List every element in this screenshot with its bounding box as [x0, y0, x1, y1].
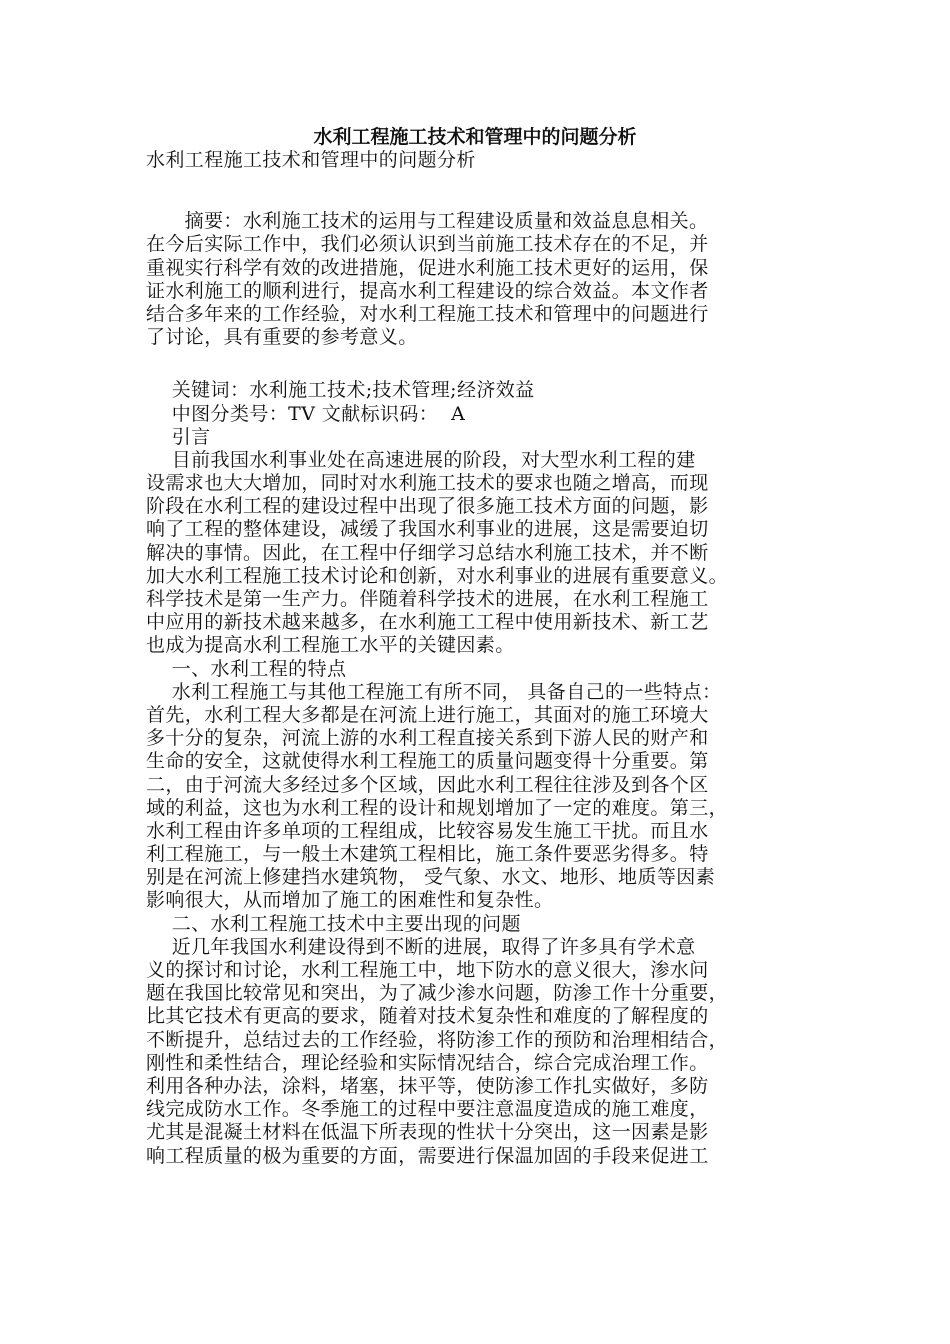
section1-line: 二，由于河流大多经过多个区域，因此水利工程往往涉及到各个区	[146, 773, 709, 796]
section2-paragraph	[146, 936, 806, 1168]
abstract-paragraph	[146, 210, 806, 349]
section1-paragraph	[146, 681, 806, 913]
section-heading: 二、水利工程施工技术中主要出现的问题	[146, 912, 521, 935]
spacer	[146, 172, 806, 210]
section1-line: 利工程施工，与一般土木建筑工程相比，施工条件要恶劣得多。特	[146, 843, 709, 866]
section2-line: 不断提升，总结过去的工作经验，将防渗工作的预防和治理相结合，	[146, 1028, 729, 1051]
section2-line: 响工程质量的极为重要的方面，需要进行保温加固的手段来促进工	[146, 1144, 709, 1167]
intro-heading: 引言	[146, 425, 211, 448]
document-body	[146, 149, 806, 1168]
intro-paragraph	[146, 449, 806, 658]
section1-line: 域的利益，这也为水利工程的设计和规划增加了一定的难度。第三，	[146, 796, 729, 819]
intro-line: 也成为提高水利工程施工水平的关键因素。	[146, 634, 515, 657]
abstract-line: 证水利施工的顺利进行，提高水利工程建设的综合效益。本文作者	[146, 279, 709, 302]
section1-line: 水利工程施工与其他工程施工有所不同， 具备自己的一些特点：	[146, 680, 722, 703]
intro-line: 中应用的新技术越来越多，在水利施工工程中使用新技术、新工艺	[146, 611, 709, 634]
abstract-line: 了讨论，具有重要的参考意义。	[146, 326, 418, 349]
section-heading: 一、水利工程的特点	[146, 657, 347, 680]
intro-line: 响了工程的整体建设，减缓了我国水利事业的进展，这是需要迫切	[146, 518, 709, 541]
section1-line: 别是在河流上修建挡水建筑物， 受气象、水文、地形、地质等因素	[146, 866, 716, 889]
spacer	[146, 349, 806, 379]
section2-line: 近几年我国水利建设得到不断的进展，取得了许多具有学术意	[146, 935, 696, 958]
document-title: 水利工程施工技术和管理中的问题分析	[313, 126, 637, 148]
document-subtitle: 水利工程施工技术和管理中的问题分析	[146, 149, 476, 171]
abstract-line: 结合多年来的工作经验，对水利工程施工技术和管理中的问题进行	[146, 302, 709, 325]
intro-line: 解决的事情。因此，在工程中仔细学习总结水利施工技术，并不断	[146, 541, 709, 564]
section1-line: 水利工程由许多单项的工程组成，比较容易发生施工干扰。而且水	[146, 819, 709, 842]
section2-line: 线完成防水工作。冬季施工的过程中要注意温度造成的施工难度，	[146, 1098, 709, 1121]
intro-line: 科学技术是第一生产力。伴随着科学技术的进展，在水利工程施工	[146, 588, 709, 610]
section2-line: 刚性和柔性结合，理论经验和实际情况结合，综合完成治理工作。	[146, 1051, 709, 1074]
section1-line: 多十分的复杂，河流上游的水利工程直接关系到下游人民的财产和	[146, 727, 709, 750]
section2-line: 比其它技术有更高的要求，随着对技术复杂性和难度的了解程度的	[146, 1005, 709, 1028]
intro-line: 加大水利工程施工技术讨论和创新，对水利事业的进展有重要意义。	[146, 564, 729, 587]
section1-line: 首先，水利工程大多都是在河流上进行施工，其面对的施工环境大	[146, 703, 709, 726]
abstract-line: 摘要：水利施工技术的运用与工程建设质量和效益息息相关。	[146, 210, 709, 233]
section2-line: 利用各种办法，涂料，堵塞，抹平等，使防渗工作扎实做好，多防	[146, 1074, 709, 1097]
intro-line: 目前我国水利事业处在高速进展的阶段，对大型水利工程的建	[146, 448, 696, 471]
abstract-line: 在今后实际工作中，我们必须认识到当前施工技术存在的不足，并	[146, 233, 709, 256]
abstract-line: 重视实行科学有效的改进措施，促进水利施工技术更好的运用，保	[146, 256, 709, 279]
section1-line: 生命的安全，这就使得水利工程施工的质量问题变得十分重要。第	[146, 750, 709, 773]
intro-line: 阶段在水利工程的建设过程中出现了很多施工技术方面的问题，影	[146, 495, 709, 518]
keywords-line: 关键词：水利施工技术;技术管理;经济效益	[146, 379, 535, 402]
section2-line: 义的探讨和讨论，水利工程施工中，地下防水的意义很大，渗水问	[146, 959, 709, 981]
intro-line: 设需求也大大增加，同时对水利施工技术的要求也随之增高，而现	[146, 472, 709, 495]
section1-line: 影响很大，从而增加了施工的困难性和复杂性。	[146, 889, 554, 912]
classification-line: 中图分类号：TV 文献标识码： A	[146, 402, 466, 425]
section2-line: 题在我国比较常见和突出，为了减少渗水问题，防渗工作十分重要，	[146, 982, 729, 1005]
section2-line: 尤其是混凝土材料在低温下所表现的性状十分突出，这一因素是影	[146, 1121, 709, 1144]
